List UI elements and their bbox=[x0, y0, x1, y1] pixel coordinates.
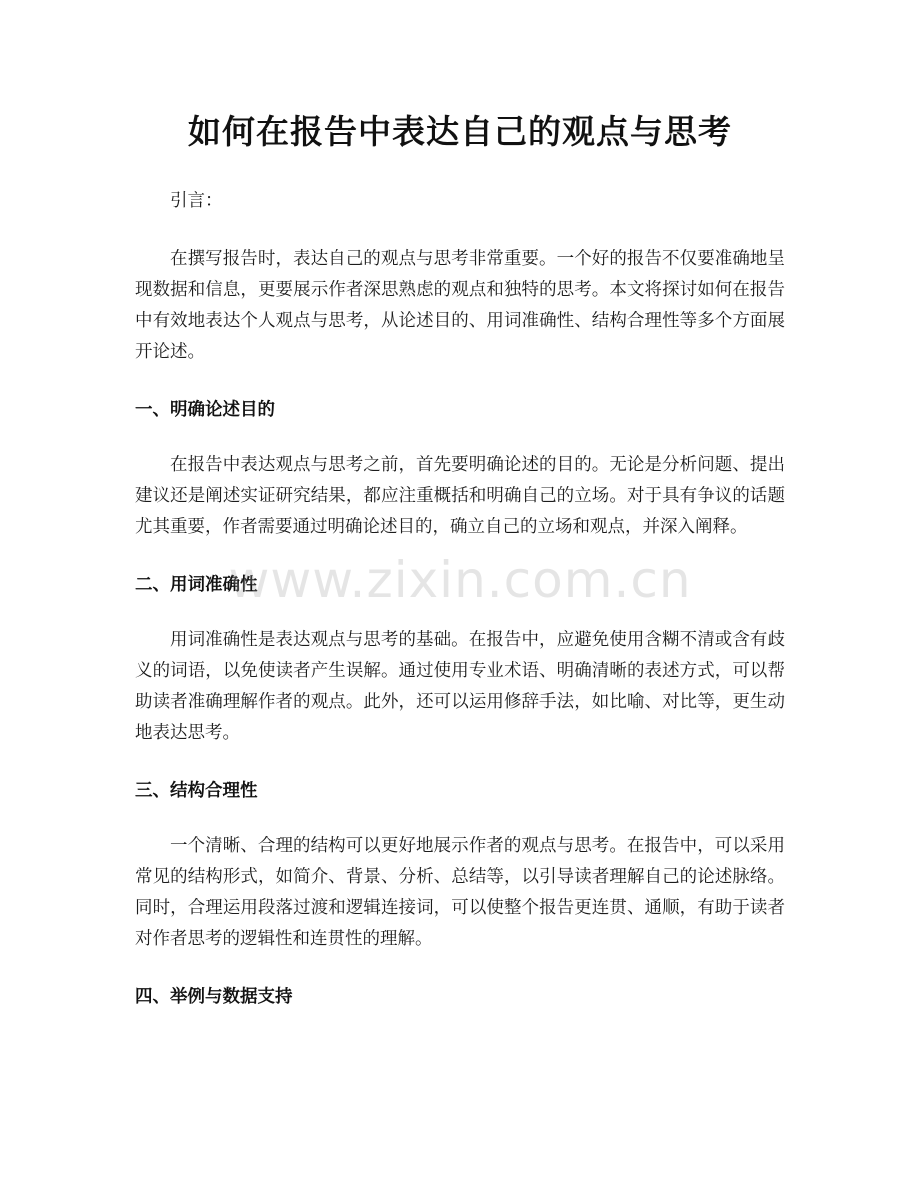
section-paragraph-1: 在报告中表达观点与思考之前，首先要明确论述的目的。无论是分析问题、提出建议还是阐述实证研究结果，都应注重概括和明确自己的立场。对于具有争议的话题尤其重要，作者需要通过明确论述目的，确立自己的立场和观点，并深入阐释。 bbox=[135, 455, 785, 537]
intro-label: 引言： bbox=[170, 191, 223, 211]
section-heading-3: 三、结构合理性 bbox=[135, 781, 258, 801]
section-heading-4: 四、举例与数据支持 bbox=[135, 987, 293, 1007]
section-paragraph-2: 用词准确性是表达观点与思考的基础。在报告中，应避免使用含糊不清或含有歧义的词语，以免使读者产生误解。通过使用专业术语、明确清晰的表述方式，可以帮助读者准确理解作者的观点。此外，还可以运用修辞手法，如比喻、对比等，更生动地表达思考。 bbox=[135, 630, 785, 743]
intro-paragraph: 在撰写报告时，表达自己的观点与思考非常重要。一个好的报告不仅要准确地呈现数据和信息，更要展示作者深思熟虑的观点和独特的思考。本文将探讨如何在报告中有效地表达个人观点与思考，从论述目的、用词准确性、结构合理性等多个方面展开论述。 bbox=[135, 249, 785, 362]
watermark: www.zixin.com.cn bbox=[228, 551, 692, 609]
document-body bbox=[135, 186, 785, 1037]
page-title: 如何在报告中表达自己的观点与思考 bbox=[188, 112, 732, 151]
section-heading-2: 二、用词准确性 bbox=[135, 575, 258, 595]
section-paragraph-3: 一个清晰、合理的结构可以更好地展示作者的观点与思考。在报告中，可以采用常见的结构形式，如简介、背景、分析、总结等，以引导读者理解自己的论述脉络。同时，合理运用段落过渡和逻辑连接词，可以使整个报告更连贯、通顺，有助于读者对作者思考的逻辑性和连贯性的理解。 bbox=[135, 836, 785, 949]
section-heading-1: 一、明确论述目的 bbox=[135, 400, 275, 420]
